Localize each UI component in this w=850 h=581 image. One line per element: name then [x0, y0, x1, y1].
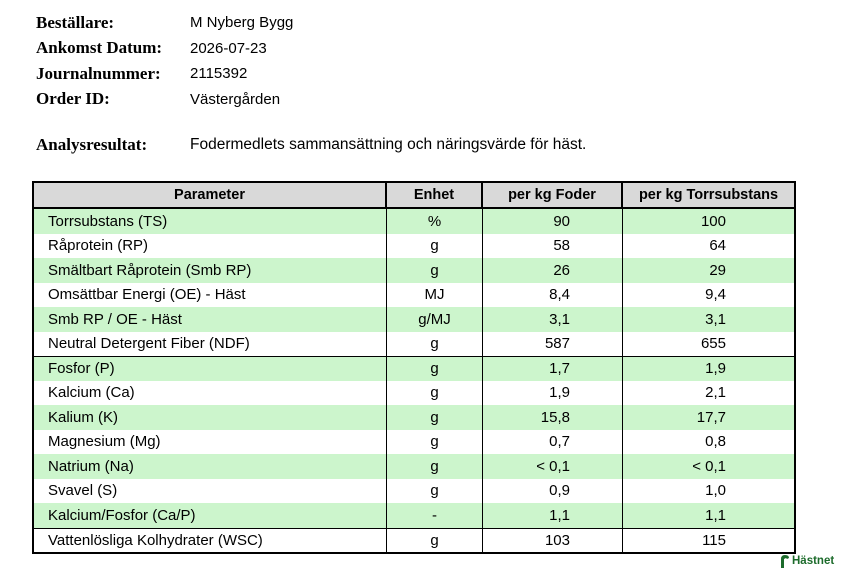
- cell-per-kg-dm: 1,0: [705, 482, 726, 500]
- cell-per-kg-feed: 3,1: [483, 307, 623, 332]
- field-journal-number: [36, 61, 293, 87]
- brand-name: Hästnet: [792, 555, 835, 567]
- cell-parameter: Neutral Detergent Fiber (NDF): [34, 332, 387, 357]
- cell-unit: g: [387, 405, 483, 430]
- cell-per-kg-feed: 1,7: [483, 357, 623, 381]
- table-header: [34, 183, 794, 209]
- cell-unit: g: [387, 430, 483, 455]
- field-label: Order ID:: [36, 89, 110, 109]
- cell-unit: g: [387, 357, 483, 381]
- cell-per-kg-feed: < 0,1: [483, 454, 623, 479]
- cell-parameter: Smb RP / OE - Häst: [34, 307, 387, 332]
- table-row: [34, 234, 794, 259]
- cell-parameter: Magnesium (Mg): [34, 430, 387, 455]
- cell-per-kg-feed: 0,7: [483, 430, 623, 455]
- table-row: [34, 405, 794, 430]
- cell-parameter: Råprotein (RP): [34, 234, 387, 259]
- cell-parameter: Kalcium/Fosfor (Ca/P): [34, 503, 387, 528]
- field-customer: [36, 10, 293, 36]
- cell-per-kg-dm: 655: [700, 335, 726, 353]
- table-body: [34, 209, 794, 552]
- table-row: [34, 283, 794, 308]
- table-row: [34, 258, 794, 283]
- field-label: Beställare:: [36, 12, 115, 32]
- cell-unit: g/MJ: [387, 307, 483, 332]
- table-row: [34, 479, 794, 504]
- table-row: [34, 307, 794, 332]
- cell-parameter: Kalium (K): [34, 405, 387, 430]
- cell-per-kg-dm: 17,7: [696, 408, 726, 426]
- field-value: 2026-07-23: [190, 39, 267, 57]
- cell-per-kg-dm: 29: [709, 261, 726, 279]
- table-row: [34, 332, 794, 357]
- cell-per-kg-dm: 64: [709, 237, 726, 255]
- column-header-per-kg-feed: per kg Foder: [483, 183, 623, 207]
- cell-per-kg-dm: 2,1: [705, 384, 726, 402]
- field-order-id: [36, 87, 293, 113]
- cell-per-kg-feed: 103: [483, 529, 623, 553]
- analysis-description: Fodermedlets sammansättning och näringsvärde för häst.: [190, 136, 587, 153]
- table-row: [34, 454, 794, 479]
- cell-parameter: Vattenlösliga Kolhydrater (WSC): [34, 529, 387, 553]
- cell-unit: g: [387, 332, 483, 357]
- cell-unit: g: [387, 454, 483, 479]
- cell-unit: %: [387, 209, 483, 234]
- cell-parameter: Smältbart Råprotein (Smb RP): [34, 258, 387, 283]
- horse-logo-icon: [780, 554, 790, 568]
- cell-unit: g: [387, 258, 483, 283]
- cell-per-kg-feed: 58: [483, 234, 623, 259]
- cell-parameter: Kalcium (Ca): [34, 381, 387, 406]
- cell-parameter: Svavel (S): [34, 479, 387, 504]
- table-row: [34, 381, 794, 406]
- field-value: M Nyberg Bygg: [190, 14, 294, 32]
- table-row: [34, 528, 794, 553]
- cell-per-kg-feed: 15,8: [483, 405, 623, 430]
- field-arrival-date: [36, 36, 293, 62]
- cell-per-kg-feed: 1,1: [483, 503, 623, 528]
- table-row: [34, 503, 794, 528]
- cell-unit: -: [387, 503, 483, 528]
- cell-per-kg-dm: 0,8: [705, 433, 726, 451]
- cell-per-kg-dm: 1,1: [705, 506, 726, 524]
- cell-per-kg-feed: 1,9: [483, 381, 623, 406]
- cell-unit: MJ: [387, 283, 483, 308]
- cell-parameter: Torrsubstans (TS): [34, 209, 387, 234]
- cell-parameter: Omsättbar Energi (OE) - Häst: [34, 283, 387, 308]
- cell-per-kg-dm: 115: [702, 531, 726, 549]
- cell-per-kg-feed: 587: [483, 332, 623, 357]
- cell-per-kg-dm: 9,4: [705, 286, 726, 304]
- field-label: Ankomst Datum:: [36, 38, 163, 58]
- cell-parameter: Fosfor (P): [34, 357, 387, 381]
- cell-per-kg-dm: 1,9: [705, 360, 726, 378]
- results-table: [32, 181, 796, 554]
- cell-unit: g: [387, 234, 483, 259]
- order-details: [36, 10, 293, 112]
- cell-per-kg-feed: 90: [483, 209, 623, 234]
- table-row: [34, 356, 794, 381]
- cell-per-kg-dm: < 0,1: [692, 457, 726, 475]
- cell-per-kg-dm: 100: [700, 212, 726, 230]
- analysis-heading: [36, 135, 586, 155]
- cell-per-kg-feed: 8,4: [483, 283, 623, 308]
- cell-unit: g: [387, 381, 483, 406]
- cell-parameter: Natrium (Na): [34, 454, 387, 479]
- cell-per-kg-dm: 3,1: [705, 310, 726, 328]
- column-header-unit: Enhet: [387, 183, 483, 207]
- column-header-parameter: Parameter: [34, 183, 387, 207]
- table-row: [34, 430, 794, 455]
- column-header-per-kg-dm: per kg Torrsubstans: [638, 187, 779, 203]
- table-row: [34, 209, 794, 234]
- cell-unit: g: [387, 529, 483, 553]
- cell-unit: g: [387, 479, 483, 504]
- field-value: 2115392: [190, 65, 248, 83]
- cell-per-kg-feed: 26: [483, 258, 623, 283]
- field-value: Västergården: [190, 90, 281, 108]
- field-label: Journalnummer:: [36, 63, 161, 83]
- analysis-label: Analysresultat:: [36, 135, 148, 154]
- cell-per-kg-feed: 0,9: [483, 479, 623, 504]
- brand-logo: [780, 554, 834, 568]
